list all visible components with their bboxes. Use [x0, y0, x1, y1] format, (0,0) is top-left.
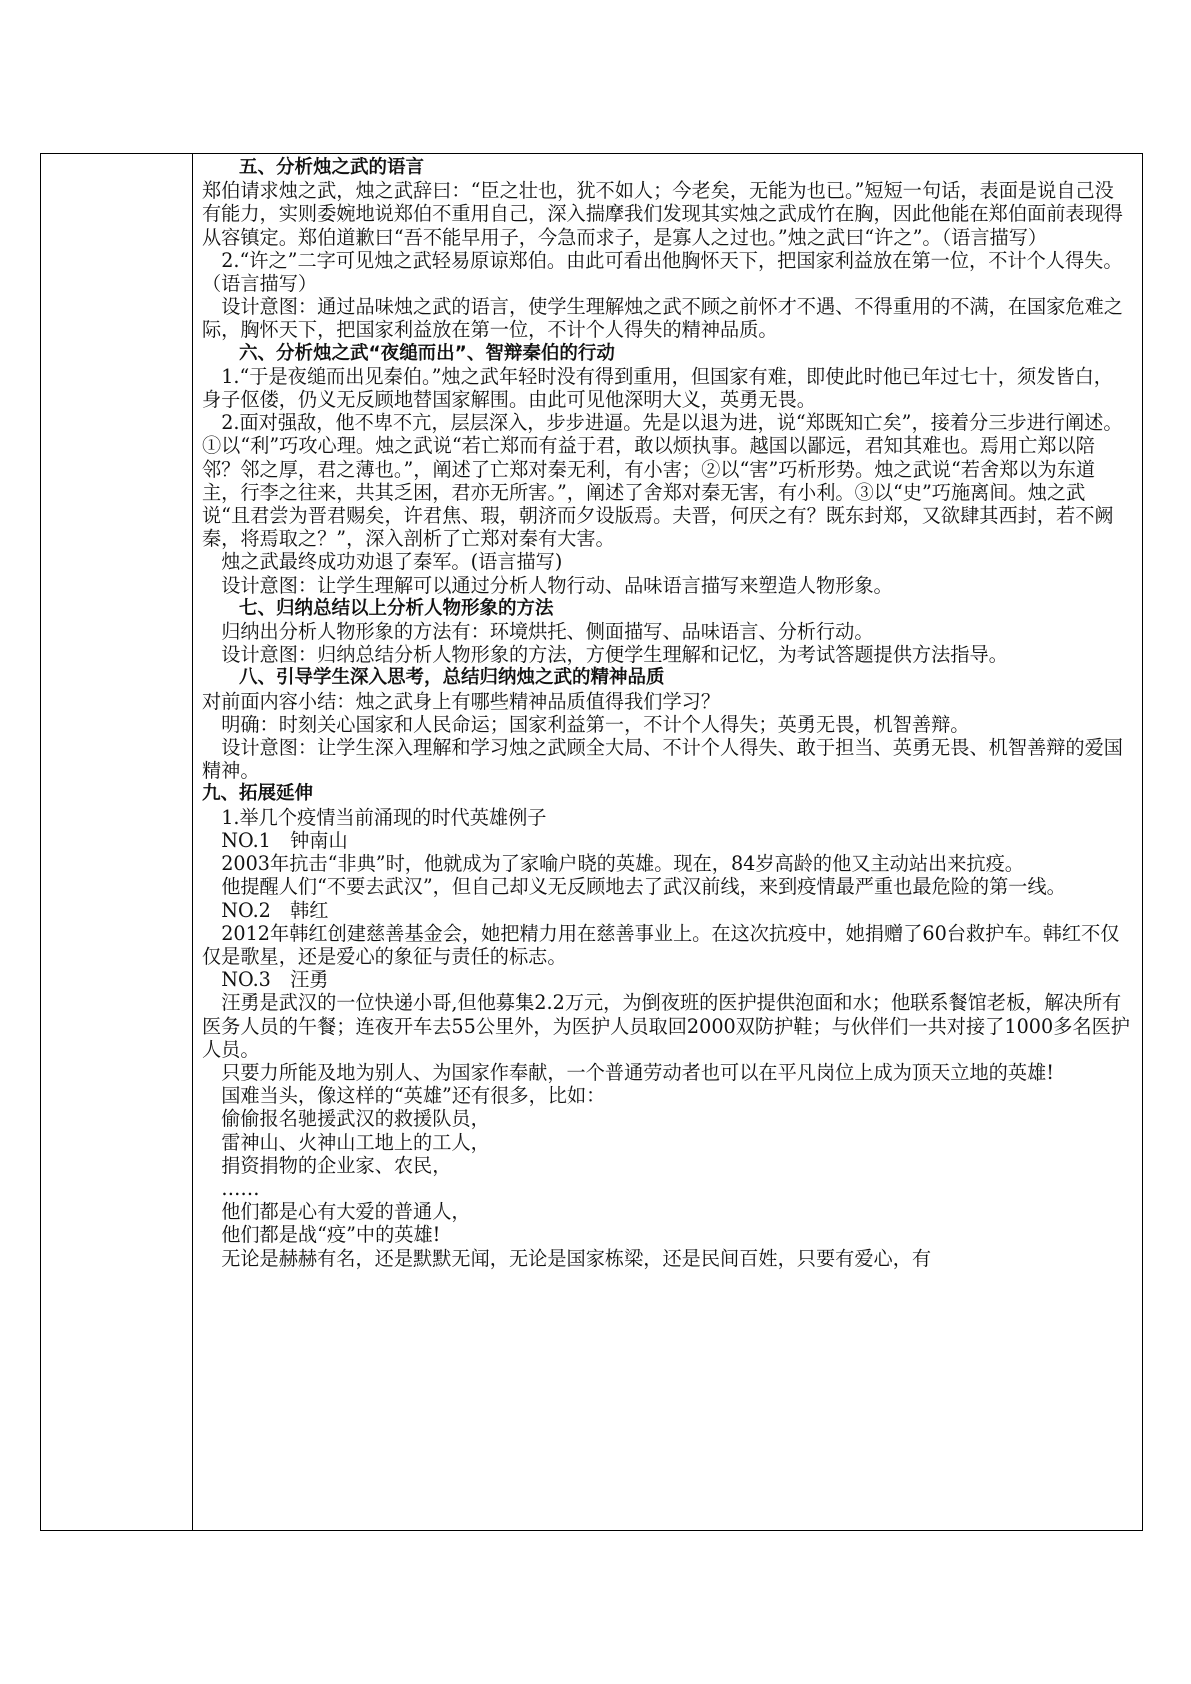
section-5-paragraph-2: 2.“许之”二字可见烛之武轻易原谅郑伯。由此可看出他胸怀天下，把国家利益放在第一位，不计个人得失。（语言描写） [202, 248, 1123, 296]
section-8-design-intent: 设计意图：让学生深入理解和学习烛之武顾全大局、不计个人得失、敢于担当、英勇无畏、机智善辩的爱国精神。 [202, 736, 1123, 783]
section-9-paragraph-2: 只要力所能及地为别人、为国家作奉献，一个普通劳动者也可以在平凡岗位上成为顶天立地的英雄! [221, 1060, 1054, 1084]
section-6-paragraph-1: 1.“于是夜缒而出见秦伯。”烛之武年轻时没有得到重用，但国家有难，即使此时他已年过七十，须发皆白，身子伛偻，仍义无反顾地替国家解围。由此可见他深明大义，英勇无畏。 [202, 364, 1113, 412]
section-7-paragraph-1: 归纳出分析人物形象的方法有：环境烘托、侧面描写、品味语言、分析行动。 [221, 620, 874, 644]
table-column-divider [192, 153, 193, 1531]
section-6-title: 六、分析烛之武“夜缒而出”、智辩秦伯的行动 [239, 342, 615, 364]
section-6-paragraph-2: 2.面对强敌，他不卑不亢，层层深入，步步进逼。先是以退为进，说“郑既知亡矣”，接着分三步进行阐述。①以“利”巧攻心理。烛之武说“若亡郑而有益于君，敢以烦执事。越国以鄙远，君知其难也。焉用亡郑以陪邻？邻之厚，君之薄也。”，阐述了亡郑对秦无利，有小害；②以“害”巧析形势。烛之武说“若舍郑以为东道主，行李之往来，共其乏困，君亦无所害。”，阐述了舍郑对秦无害，有小利。③以“史”巧施离间。烛之武说“且君尝为晋君赐矣，许君焦、瑕，朝济而夕设版焉。夫晋，何厌之有？既东封郑，又欲肆其西封，若不阙秦，将焉取之？”，深入剖析了亡郑对秦有大害。 [202, 411, 1123, 551]
hero-3-heading: NO.3 汪勇 [221, 968, 329, 992]
hero-1-paragraph-1: 2003年抗击“非典”时，他就成为了家喻户晓的英雄。现在，84岁高龄的他又主动站出来抗疫。 [221, 852, 1024, 876]
hero-1-heading: NO.1 钟南山 [221, 828, 348, 852]
section-5-design-intent: 设计意图：通过品味烛之武的语言，使学生理解烛之武不顾之前怀才不遇、不得重用的不满，在国家危难之际，胸怀天下，把国家利益放在第一位，不计个人得失的精神品质。 [202, 295, 1123, 342]
section-7-title: 七、归纳总结以上分析人物形象的方法 [239, 597, 554, 619]
section-8-paragraph-2: 明确：时刻关心国家和人民命运；国家利益第一，不计个人得失；英勇无畏，机智善辩。 [221, 712, 970, 736]
section-9-title: 九、拓展延伸 [202, 783, 314, 805]
section-6-design-intent: 设计意图：让学生理解可以通过分析人物行动、品味语言描写来塑造人物形象。 [221, 573, 893, 597]
hero-list-line-5: 他们都是心有大爱的普通人， [221, 1200, 471, 1224]
section-9-paragraph-1: 1.举几个疫情当前涌现的时代英雄例子 [221, 805, 547, 829]
section-6-paragraph-3: 烛之武最终成功劝退了秦军。(语言描写) [221, 550, 563, 574]
lesson-content [202, 156, 1132, 1528]
hero-list-line-3: 捐资捐物的企业家、农民， [221, 1153, 452, 1177]
section-8-title: 八、引导学生深入思考，总结归纳烛之武的精神品质 [239, 667, 665, 689]
hero-1-paragraph-2: 他提醒人们“不要去武汉”，但自己却义无反顾地去了武汉前线，来到疫情最严重也最危险的第一线。 [221, 875, 1066, 899]
hero-list-line-6: 他们都是战“疫”中的英雄! [221, 1223, 441, 1247]
hero-2-paragraph-1: 2012年韩红创建慈善基金会，她把精力用在慈善事业上。在这次抗疫中，她捐赠了60台救护车。韩红不仅仅是歌星，还是爱心的象征与责任的标志。 [202, 921, 1120, 968]
hero-list-ellipsis: …… [221, 1176, 260, 1200]
section-7-design-intent: 设计意图：归纳总结分析人物形象的方法，方便学生理解和记忆，为考试答题提供方法指导。 [221, 643, 1008, 667]
section-9-paragraph-3: 国难当头，像这样的“英雄”还有很多，比如： [221, 1084, 606, 1108]
hero-list-line-2: 雷神山、火神山工地上的工人， [221, 1130, 490, 1154]
hero-2-heading: NO.2 韩红 [221, 898, 329, 922]
section-8-paragraph-1: 对前面内容小结：烛之武身上有哪些精神品质值得我们学习？ [202, 689, 721, 713]
section-9-paragraph-4: 无论是赫赫有名，还是默默无闻，无论是国家栋梁，还是民间百姓，只要有爱心，有 [221, 1246, 932, 1270]
section-5-title: 五、分析烛之武的语言 [239, 157, 425, 178]
hero-3-paragraph-1: 汪勇是武汉的一位快递小哥,但他募集2.2万元，为倒夜班的医护提供泡面和水；他联系餐馆老板，解决所有医务人员的午餐；连夜开车去55公里外，为医护人员取回2000双防护鞋；与伙伴们一共对接了1000多名医护人员。 [202, 991, 1130, 1061]
section-5-paragraph-1: 郑伯请求烛之武，烛之武辞曰：“臣之壮也，犹不如人；今老矣，无能为也已。”短短一句话，表面是说自己没有能力，实则委婉地说郑伯不重用自己，深入揣摩我们发现其实烛之武成竹在胸，因此他能在郑伯面前表现得从容镇定。郑伯道歉曰“吾不能早用子，今急而求子，是寡人之过也。”烛之武曰“许之”。（语言描写） [202, 179, 1123, 249]
hero-list-line-1: 偷偷报名驰援武汉的救援队员， [221, 1107, 490, 1131]
